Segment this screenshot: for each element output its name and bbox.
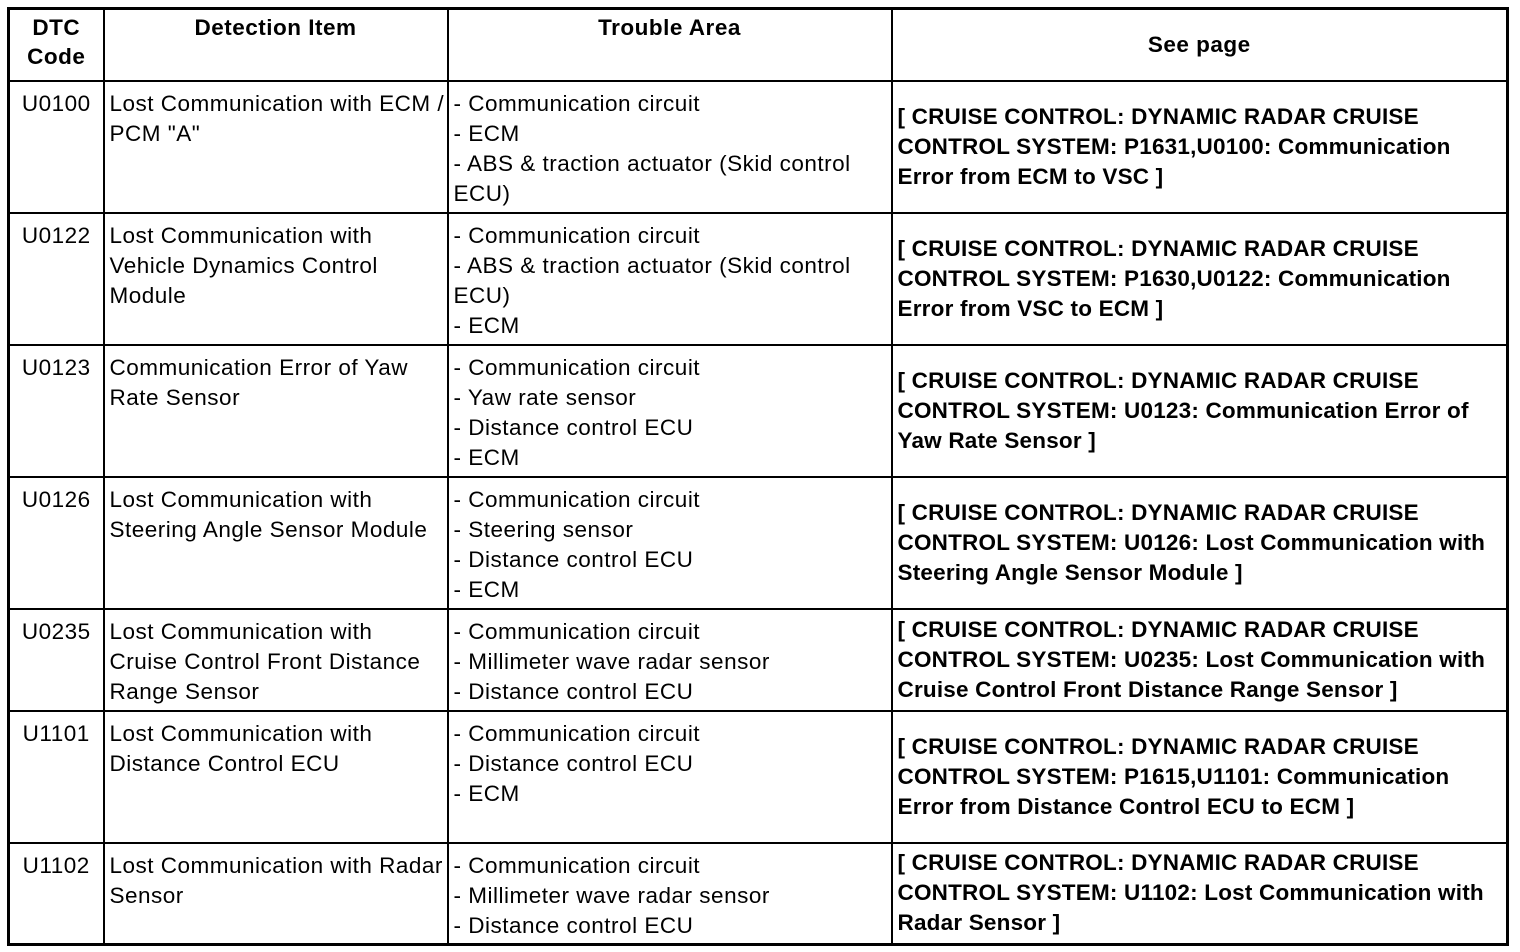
see-page-link[interactable]: [ CRUISE CONTROL: DYNAMIC RADAR CRUISE CONTROL SYSTEM: U0126: Lost Communication with Steering Angle Sensor Module ] — [892, 477, 1508, 609]
see-page-link[interactable]: [ CRUISE CONTROL: DYNAMIC RADAR CRUISE CONTROL SYSTEM: U1102: Lost Communication with Radar Sensor ] — [892, 843, 1508, 945]
detection-item-cell: Lost Communication with Steering Angle Sensor Module — [104, 477, 448, 609]
table-row — [9, 609, 1508, 711]
trouble-area-cell — [448, 345, 892, 477]
trouble-area-cell — [448, 213, 892, 345]
trouble-area-cell — [448, 609, 892, 711]
trouble-area-item: - ECM — [453, 576, 520, 602]
dtc-code-cell: U0126 — [9, 477, 104, 609]
trouble-area-item: - Communication circuit — [453, 852, 701, 878]
dtc-code-cell: U0122 — [9, 213, 104, 345]
trouble-area-item: - Communication circuit — [453, 90, 701, 116]
dtc-table — [7, 7, 1509, 946]
table-row — [9, 843, 1508, 945]
detection-item-cell: Lost Communication with Distance Control ECU — [104, 711, 448, 843]
see-page-link[interactable]: [ CRUISE CONTROL: DYNAMIC RADAR CRUISE CONTROL SYSTEM: P1615,U1101: Communication Error from Distance Control ECU to ECM ] — [892, 711, 1508, 843]
trouble-area-item: - Millimeter wave radar sensor — [453, 882, 770, 908]
trouble-area-item: - Communication circuit — [453, 486, 701, 512]
trouble-area-cell — [448, 843, 892, 945]
header-dtc-code-line-1: DTC — [32, 15, 81, 40]
see-page-link[interactable]: [ CRUISE CONTROL: DYNAMIC RADAR CRUISE CONTROL SYSTEM: P1631,U0100: Communication Error from ECM to VSC ] — [892, 81, 1508, 213]
dtc-code-cell: U1102 — [9, 843, 104, 945]
trouble-area-cell — [448, 477, 892, 609]
trouble-area-cell — [448, 81, 892, 213]
dtc-code-cell: U0235 — [9, 609, 104, 711]
trouble-area-item: - Communication circuit — [453, 618, 701, 644]
trouble-area-item: - ABS & traction actuator (Skid control ECU) — [453, 150, 851, 206]
header-detection-item: Detection Item — [104, 9, 448, 81]
see-page-link[interactable]: [ CRUISE CONTROL: DYNAMIC RADAR CRUISE CONTROL SYSTEM: P1630,U0122: Communication Error from VSC to ECM ] — [892, 213, 1508, 345]
trouble-area-item: - Communication circuit — [453, 354, 701, 380]
trouble-area-item: - Distance control ECU — [453, 546, 694, 572]
trouble-area-cell — [448, 711, 892, 843]
detection-item-cell: Lost Communication with ECM / PCM "A" — [104, 81, 448, 213]
detection-item-cell: Lost Communication with Vehicle Dynamics Control Module — [104, 213, 448, 345]
header-row — [9, 9, 1508, 81]
detection-item-cell: Lost Communication with Cruise Control Front Distance Range Sensor — [104, 609, 448, 711]
trouble-area-item: - ECM — [453, 120, 520, 146]
dtc-code-cell: U0100 — [9, 81, 104, 213]
table-row — [9, 345, 1508, 477]
trouble-area-item: - Yaw rate sensor — [453, 384, 637, 410]
dtc-code-cell: U0123 — [9, 345, 104, 477]
trouble-area-item: - Distance control ECU — [453, 678, 694, 704]
header-trouble-area: Trouble Area — [448, 9, 892, 81]
header-see-page: See page — [892, 9, 1508, 81]
trouble-area-item: - ECM — [453, 780, 520, 806]
trouble-area-item: - Communication circuit — [453, 720, 701, 746]
trouble-area-item: - Distance control ECU — [453, 912, 694, 938]
detection-item-cell: Communication Error of Yaw Rate Sensor — [104, 345, 448, 477]
table-row — [9, 711, 1508, 843]
detection-item-cell: Lost Communication with Radar Sensor — [104, 843, 448, 945]
trouble-area-item: - Steering sensor — [453, 516, 634, 542]
see-page-link[interactable]: [ CRUISE CONTROL: DYNAMIC RADAR CRUISE CONTROL SYSTEM: U0235: Lost Communication with Cruise Control Front Distance Range Sensor ] — [892, 609, 1508, 711]
trouble-area-item: - ECM — [453, 444, 520, 470]
trouble-area-item: - Communication circuit — [453, 222, 701, 248]
table-row — [9, 477, 1508, 609]
see-page-link[interactable]: [ CRUISE CONTROL: DYNAMIC RADAR CRUISE CONTROL SYSTEM: U0123: Communication Error of Yaw Rate Sensor ] — [892, 345, 1508, 477]
header-dtc-code — [9, 9, 104, 81]
table-body — [9, 81, 1508, 945]
trouble-area-item: - ECM — [453, 312, 520, 338]
trouble-area-item: - Distance control ECU — [453, 750, 694, 776]
table-row — [9, 213, 1508, 345]
trouble-area-item: - Distance control ECU — [453, 414, 694, 440]
table-row — [9, 81, 1508, 213]
header-dtc-code-line-2: Code — [27, 44, 86, 69]
trouble-area-item: - Millimeter wave radar sensor — [453, 648, 770, 674]
trouble-area-item: - ABS & traction actuator (Skid control ECU) — [453, 252, 851, 308]
dtc-code-cell: U1101 — [9, 711, 104, 843]
